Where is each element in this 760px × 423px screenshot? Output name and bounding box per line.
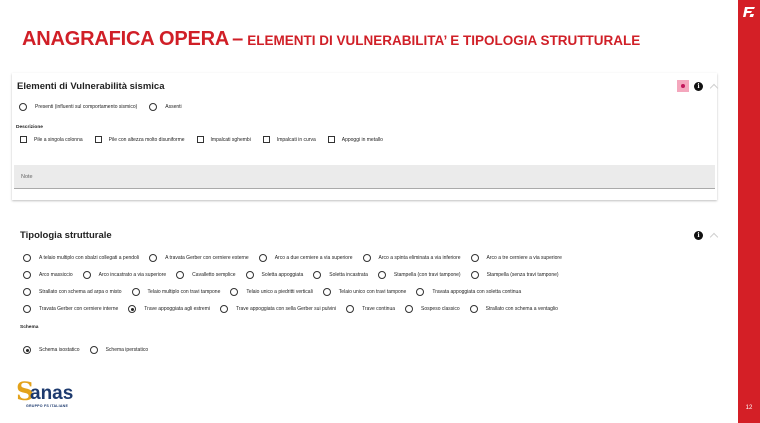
marker-icon[interactable] (677, 80, 689, 92)
chevron-up-icon[interactable] (710, 83, 718, 91)
vulnerability-header-actions (677, 80, 717, 92)
slide-title-dash: – (232, 28, 244, 50)
radio-presenti[interactable] (19, 103, 137, 111)
radio-circle[interactable] (416, 288, 424, 296)
typology-header-actions (694, 231, 717, 240)
radio-label: Presenti (influenti sul comportamento sismico) (35, 104, 138, 110)
radio-circle[interactable] (23, 254, 31, 262)
radio-label: Trave appoggiata con sella Gerber sui pulvini (235, 306, 337, 312)
radio-circle[interactable] (90, 346, 98, 354)
radio-circle-selected[interactable] (128, 305, 136, 313)
radio-label: Assenti (165, 104, 182, 110)
checkbox-label: Pile con altezza molto disuniforme (108, 136, 185, 143)
radio-label: A telaio multiplo con sbalzi collegati a pendoli (39, 255, 140, 261)
radio-circle[interactable] (363, 254, 371, 262)
checkbox[interactable] (20, 136, 27, 143)
checkbox-label: Pile a singola colonna (34, 136, 83, 143)
radio-telaio-unico-piedritti[interactable] (230, 288, 312, 296)
anas-logo-letter: S (16, 377, 35, 406)
radio-circle[interactable] (83, 271, 91, 279)
radio-circle[interactable] (378, 271, 386, 279)
radio-strallato-ventaglio[interactable] (470, 305, 558, 313)
slide-title-sub: ELEMENTI DI VULNERABILITA’ E TIPOLOGIA STRUTTURALE (247, 33, 641, 48)
check-impalcati-sghembi[interactable] (197, 136, 251, 143)
radio-label: Strallato con schema a ventaglio (485, 306, 558, 312)
checkbox-label: Appoggi in metallo (341, 136, 383, 143)
radio-arco-incastrato[interactable] (83, 271, 167, 279)
radio-label: Trave continua (362, 306, 396, 312)
radio-soletta-appoggiata[interactable] (246, 271, 304, 279)
radio-circle[interactable] (23, 305, 31, 313)
radio-circle[interactable] (323, 288, 331, 296)
radio-circle[interactable] (149, 254, 157, 262)
radio-circle[interactable] (23, 271, 31, 279)
radio-arco-due-cerniere[interactable] (259, 254, 353, 262)
description-label: Descrizione (16, 125, 43, 130)
radio-label: Travata Gerber con cerniere interne (39, 306, 119, 312)
checkbox-label: Impalcati in curva (276, 136, 316, 143)
radio-soletta-incastrata[interactable] (313, 271, 368, 279)
radio-label: Schema isostatico (39, 347, 80, 353)
radio-trave-continua[interactable] (346, 305, 395, 313)
radio-schema-isostatico[interactable] (23, 346, 80, 354)
radio-label: Arco a tre cerniere a via superiore (486, 255, 562, 261)
radio-label: Strallato con schema ad arpa o misto (39, 289, 122, 295)
vulnerability-panel (12, 73, 717, 200)
radio-travata-gerber-esterne[interactable] (149, 254, 249, 262)
radio-travata-gerber-interne[interactable] (23, 305, 118, 313)
radio-label: Schema iperstatico (105, 347, 149, 353)
check-pile-singola[interactable] (20, 136, 83, 143)
radio-label: Cavalletto semplice (192, 272, 236, 278)
radio-arco-tre-cerniere[interactable] (471, 254, 562, 262)
radio-strallato-arpa[interactable] (23, 288, 122, 296)
radio-circle[interactable] (471, 271, 479, 279)
radio-label: Telaio multiplo con travi tampone (147, 289, 221, 295)
radio-circle[interactable] (246, 271, 254, 279)
radio-trave-sella-gerber[interactable] (220, 305, 336, 313)
radio-circle[interactable] (230, 288, 238, 296)
radio-label: A travata Gerber con cerniere esterne (165, 255, 249, 261)
info-icon[interactable]: i (694, 82, 703, 91)
schema-label: Schema (20, 325, 39, 330)
check-pile-altezza[interactable] (95, 136, 185, 143)
radio-label: Stampella (con travi tampone) (393, 272, 461, 278)
radio-label: Arco incastrato a via superiore (98, 272, 167, 278)
radio-circle[interactable] (470, 305, 478, 313)
radio-telaio-multiplo-travi[interactable] (132, 288, 221, 296)
radio-cavalletto-semplice[interactable] (176, 271, 235, 279)
check-appoggi-metallo[interactable] (328, 136, 383, 143)
notes-field[interactable]: Note (14, 165, 715, 189)
radio-circle[interactable] (176, 271, 184, 279)
typology-title: Tipologia strutturale (20, 230, 112, 241)
right-accent-bar (738, 0, 760, 423)
radio-label: Travata appoggiata con soletta continua (432, 289, 522, 295)
info-icon[interactable]: i (694, 231, 703, 240)
radio-circle[interactable] (346, 305, 354, 313)
slide-title (22, 28, 640, 51)
radio-travata-soletta-continua[interactable] (416, 288, 521, 296)
radio-label: Stampella (senza travi tampone) (486, 272, 559, 278)
checkbox-label: Impalcati sghembi (210, 136, 251, 143)
radio-sospeso-classico[interactable] (405, 305, 460, 313)
radio-circle[interactable] (149, 103, 157, 111)
radio-circle[interactable] (313, 271, 321, 279)
anas-logo-name: anas (30, 383, 74, 404)
radio-arco-massiccio[interactable] (23, 271, 73, 279)
radio-label: Arco a due cerniere a via superiore (274, 255, 353, 261)
typology-panel (12, 220, 717, 380)
radio-label: Soletta appoggiata (261, 272, 304, 278)
radio-circle[interactable] (19, 103, 27, 111)
radio-label: Trave appoggiata agli estremi (144, 306, 210, 312)
radio-circle[interactable] (259, 254, 267, 262)
typology-row-2 (23, 271, 559, 279)
typology-row-3 (23, 288, 521, 296)
checkbox[interactable] (95, 136, 102, 143)
presence-radio-group (19, 103, 182, 111)
radio-label: Telaio unico con travi tampone (338, 289, 407, 295)
chevron-up-icon[interactable] (710, 233, 718, 241)
radio-label: Arco a spinta eliminata a via inferiore (378, 255, 461, 261)
vulnerability-title: Elementi di Vulnerabilità sismica (17, 81, 165, 92)
check-impalcati-curva[interactable] (263, 136, 316, 143)
checkbox[interactable] (263, 136, 270, 143)
checkbox[interactable] (328, 136, 335, 143)
radio-circle[interactable] (471, 254, 479, 262)
radio-schema-iperstatico[interactable] (90, 346, 149, 354)
anas-logo (16, 379, 96, 415)
anas-logo-subtitle: GRUPPO FS ITALIANE (26, 404, 69, 408)
description-checkbox-group (20, 136, 383, 143)
radio-trave-appoggiata-estremi[interactable] (128, 305, 210, 313)
radio-stampella-con-travi[interactable] (378, 271, 461, 279)
radio-label: Sospeso classico (421, 306, 460, 312)
slide-title-main: ANAGRAFICA OPERA (22, 28, 230, 50)
radio-circle-selected[interactable] (23, 346, 31, 354)
typology-row-1 (23, 254, 562, 262)
schema-radio-group (23, 346, 148, 354)
radio-telaio-multiplo-sbalzi[interactable] (23, 254, 139, 262)
radio-label: Arco massiccio (39, 272, 73, 278)
radio-telaio-unico-travi[interactable] (323, 288, 407, 296)
radio-circle[interactable] (23, 288, 31, 296)
radio-label: Soletta incastrata (329, 272, 368, 278)
checkbox[interactable] (197, 136, 204, 143)
radio-stampella-senza-travi[interactable] (471, 271, 559, 279)
radio-assenti[interactable] (149, 103, 181, 111)
radio-circle[interactable] (405, 305, 413, 313)
radio-circle[interactable] (220, 305, 228, 313)
radio-label: Telaio unico a piedritti verticali (246, 289, 313, 295)
fs-logo-icon (741, 4, 757, 20)
typology-row-4 (23, 305, 558, 313)
radio-circle[interactable] (132, 288, 140, 296)
radio-arco-spinta-eliminata[interactable] (363, 254, 461, 262)
page-number: 12 (745, 405, 753, 411)
